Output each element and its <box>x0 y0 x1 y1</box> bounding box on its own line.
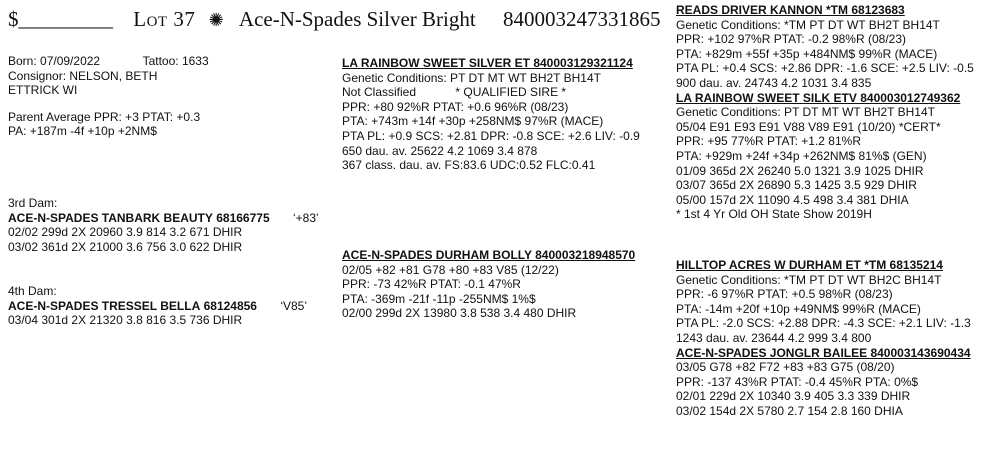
parent-average-ppr: Parent Average PPR: +3 PTAT: +0.3 <box>8 109 201 124</box>
animal-info <box>8 54 328 139</box>
maternal-grandsire <box>676 258 996 419</box>
granddam-line: PTA: +929m +24f +34p +262NM$ 81%$ (GEN) <box>676 148 927 163</box>
granddam-line: 03/07 365d 2X 26890 5.3 1425 3.5 929 DHIR <box>676 178 917 193</box>
granddam-line: Genetic Conditions: PT DT MT WT BH2T BH14T <box>676 105 935 120</box>
maternal-grandsire-line: Genetic Conditions: *TM PT DT WT BH2C BH14T <box>676 272 942 287</box>
third-dam-score: ‘+83’ <box>292 210 319 225</box>
dam-heading: ACE-N-SPADES DURHAM BOLLY 840003218948570 <box>342 248 636 262</box>
grandsire-line: PTA: +829m +55f +35p +484NM$ 99%R (MACE) <box>676 46 938 61</box>
fourth-dam <box>8 284 328 328</box>
price-blank: $_________ <box>8 7 113 31</box>
dam-line: 02/00 299d 2X 13980 3.8 538 3.4 480 DHIR <box>342 306 577 321</box>
maternal-granddam-line: 03/05 G78 +82 F72 +83 +83 G75 (08/20) <box>676 360 895 375</box>
tattoo-label: Tattoo: <box>142 54 179 68</box>
maternal-grandsire-heading: HILLTOP ACRES W DURHAM ET *TM 68135214 <box>676 258 943 272</box>
born-date: 07/09/2022 <box>40 54 101 68</box>
granddam-line: 05/00 157d 2X 11090 4.5 498 3.4 381 DHIA <box>676 192 909 207</box>
consignor-name: NELSON, BETH <box>69 68 158 83</box>
fourth-dam-name: ACE-N-SPADES TRESSEL BELLA <box>8 298 201 313</box>
sire-line: PPR: +80 92%R PTAT: +0.6 96%R (08/23) <box>342 99 569 114</box>
sire-heading: LA RAINBOW SWEET SILVER ET 840003129321124 <box>342 56 633 70</box>
maternal-granddam-line: 03/02 154d 2X 5780 2.7 154 2.8 160 DHIA <box>676 403 903 418</box>
maternal-granddam-heading: ACE-N-SPADES JONGLR BAILEE 840003143690434 <box>676 345 971 360</box>
granddam-line: PPR: +95 77%R PTAT: +1.2 81%R <box>676 134 861 149</box>
third-dam-id: 68166775 <box>216 210 270 225</box>
record-line: 02/02 299d 2X 20960 3.9 814 3.2 671 DHIR <box>8 225 243 240</box>
maternal-grandsire-line: 1243 dau. av. 23644 4.2 999 3.4 800 <box>676 330 872 345</box>
dam-line: PPR: -73 42%R PTAT: -0.1 47%R <box>342 277 521 292</box>
born-label: Born: <box>8 54 37 68</box>
maternal-grandsire-line: PTA PL: -2.0 SCS: +2.88 DPR: -4.3 SCE: +2.1 LIV: -1.3 <box>676 316 971 331</box>
granddam-line: 01/09 365d 2X 26240 5.0 1321 3.9 1025 DHIR <box>676 163 924 178</box>
sire-line: PTA: +743m +14f +30p +258NM$ 97%R (MACE) <box>342 114 604 129</box>
granddam-line: 05/04 E91 E93 E91 V88 V89 E91 (10/20) *CERT* <box>676 119 941 134</box>
parent-average-pa: PA: +187m -4f +10p +2NM$ <box>8 124 157 139</box>
lot-title <box>8 4 668 34</box>
third-dam-name: ACE-N-SPADES TANBARK BEAUTY <box>8 210 213 225</box>
grandsire-line: PTA PL: +0.4 SCS: +2.86 DPR: -1.6 SCE: +2.5 LIV: -0.5 <box>676 61 974 76</box>
consignor-location: ETTRICK WI <box>8 83 78 98</box>
granddam-line: * 1st 4 Yr Old OH State Show 2019H <box>676 207 872 222</box>
fourth-dam-id: 68124856 <box>203 298 257 313</box>
maternal-grandsire-line: PPR: -6 97%R PTAT: +0.5 98%R (08/23) <box>676 287 893 302</box>
sire-genetic-conditions: Genetic Conditions: PT DT MT WT BH2T BH14T <box>342 70 601 85</box>
grandsire-line: PPR: +102 97%R PTAT: -0.2 98%R (08/23) <box>676 32 906 47</box>
maternal-granddam-line: PPR: -137 43%R PTAT: -0.4 45%R PTA: 0%$ <box>676 374 919 389</box>
animal-name: Ace-N-Spades Silver Bright <box>238 7 476 31</box>
fourth-dam-label: 4th Dam: <box>8 284 57 298</box>
third-dam <box>8 196 328 254</box>
dam-block <box>342 248 668 321</box>
grandsire-line: 900 dau. av. 24743 4.2 1031 3.4 835 <box>676 75 872 90</box>
fourth-dam-score: ‘V85’ <box>280 298 308 313</box>
dam-line: 02/05 +82 +81 G78 +80 +83 V85 (12/22) <box>342 262 559 277</box>
paternal-grandsire <box>676 3 996 222</box>
sire-block <box>342 56 668 173</box>
sire-line: 367 class. dau. av. FS:83.6 UDC:0.52 FLC:0.41 <box>342 158 596 173</box>
maternal-grandsire-line: PTA: -14m +20f +10p +49NM$ 99%R (MACE) <box>676 301 921 316</box>
sire-line: 650 dau. av. 25622 4.2 1069 3.4 878 <box>342 143 538 158</box>
qualified-sire-badge: * QUALIFIED SIRE * <box>455 85 567 100</box>
dam-line: PTA: -369m -21f -11p -255NM$ 1%$ <box>342 291 536 306</box>
grandsire-heading: READS DRIVER KANNON *TM 68123683 <box>676 3 905 17</box>
granddam-heading: LA RAINBOW SWEET SILK ETV 840003012749362 <box>676 90 961 105</box>
sire-classification: Not Classified <box>342 85 417 100</box>
tattoo-value: 1633 <box>181 54 209 68</box>
ornament-icon: ✺ <box>208 10 224 30</box>
maternal-granddam-line: 02/01 229d 2X 10340 3.9 405 3.3 339 DHIR <box>676 389 911 404</box>
third-dam-label: 3rd Dam: <box>8 196 58 210</box>
consignor-label: Consignor: <box>8 68 67 83</box>
record-line: 03/04 301d 2X 21320 3.8 816 3.5 736 DHIR <box>8 313 243 328</box>
record-line: 03/02 361d 2X 21000 3.6 756 3.0 622 DHIR <box>8 239 243 254</box>
sire-line: PTA PL: +0.9 SCS: +2.81 DPR: -0.8 SCE: +2.6 LIV: -0.9 <box>342 128 640 143</box>
registration-number: 840003247331865 <box>502 7 661 31</box>
grandsire-line: Genetic Conditions: *TM PT DT WT BH2T BH14T <box>676 17 940 32</box>
lot-number: Lot 37 <box>133 7 196 31</box>
